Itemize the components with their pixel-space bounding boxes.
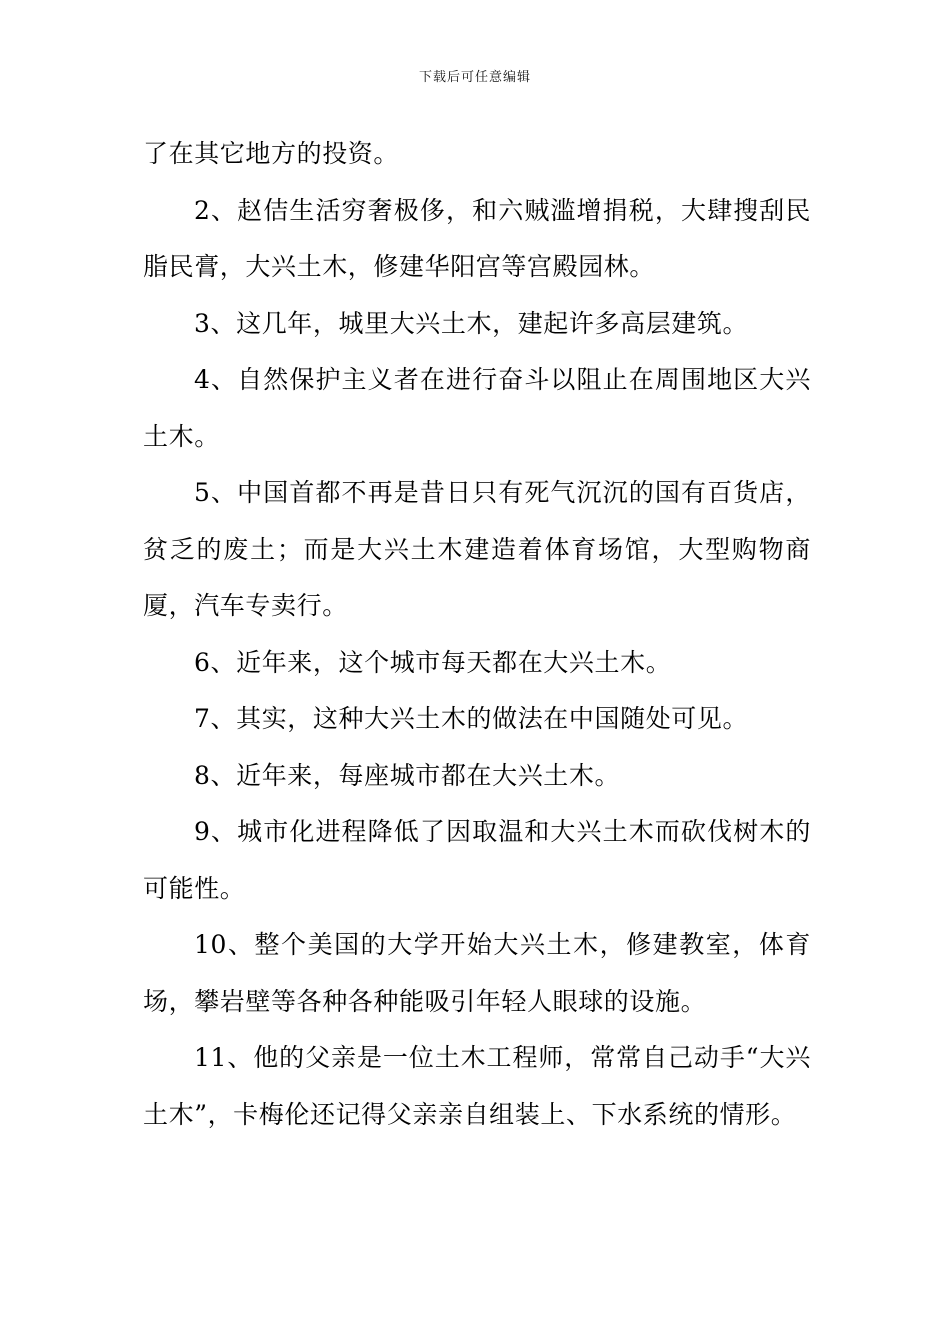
paragraph-item-9: 9、城市化进程降低了因取温和大兴土木而砍伐树木的可能性。 [143,817,811,903]
paragraph-item-3: 3、这几年，城里大兴土木，建起许多高层建筑。 [194,308,749,338]
paragraph-item-5: 5、中国首都不再是昔日只有死气沉沉的国有百货店，贫乏的废土；而是大兴土木建造着体育场馆，大型购物商厦，汽车专卖行。 [143,478,811,620]
document-body [143,126,811,1143]
paragraph-item-10: 10、整个美国的大学开始大兴土木，修建教室，体育场，攀岩壁等各种各种能吸引年轻人眼球的设施。 [143,930,811,1016]
paragraph-item-2: 2、赵佶生活穷奢极侈，和六贼滥增捐税，大肆搜刮民脂民膏，大兴土木，修建华阳宫等宫殿园林。 [143,195,811,281]
paragraph-item-7: 7、其实，这种大兴土木的做法在中国随处可见。 [194,704,749,733]
paragraph-item-8: 8、近年来，每座城市都在大兴土木。 [194,760,621,790]
paragraph-item-11: 11、他的父亲是一位土木工程师，常常自己动手“大兴土木”，卡梅伦还记得父亲亲自组装上、下水系统的情形。 [143,1043,811,1129]
paragraph-continuation: 了在其它地方的投资。 [143,139,400,168]
paragraph-item-4: 4、自然保护主义者在进行奋斗以阻止在周围地区大兴土木。 [143,365,811,451]
page-header-note: 下载后可任意编辑 [418,70,531,85]
paragraph-item-6: 6、近年来，这个城市每天都在大兴土木。 [194,647,672,677]
